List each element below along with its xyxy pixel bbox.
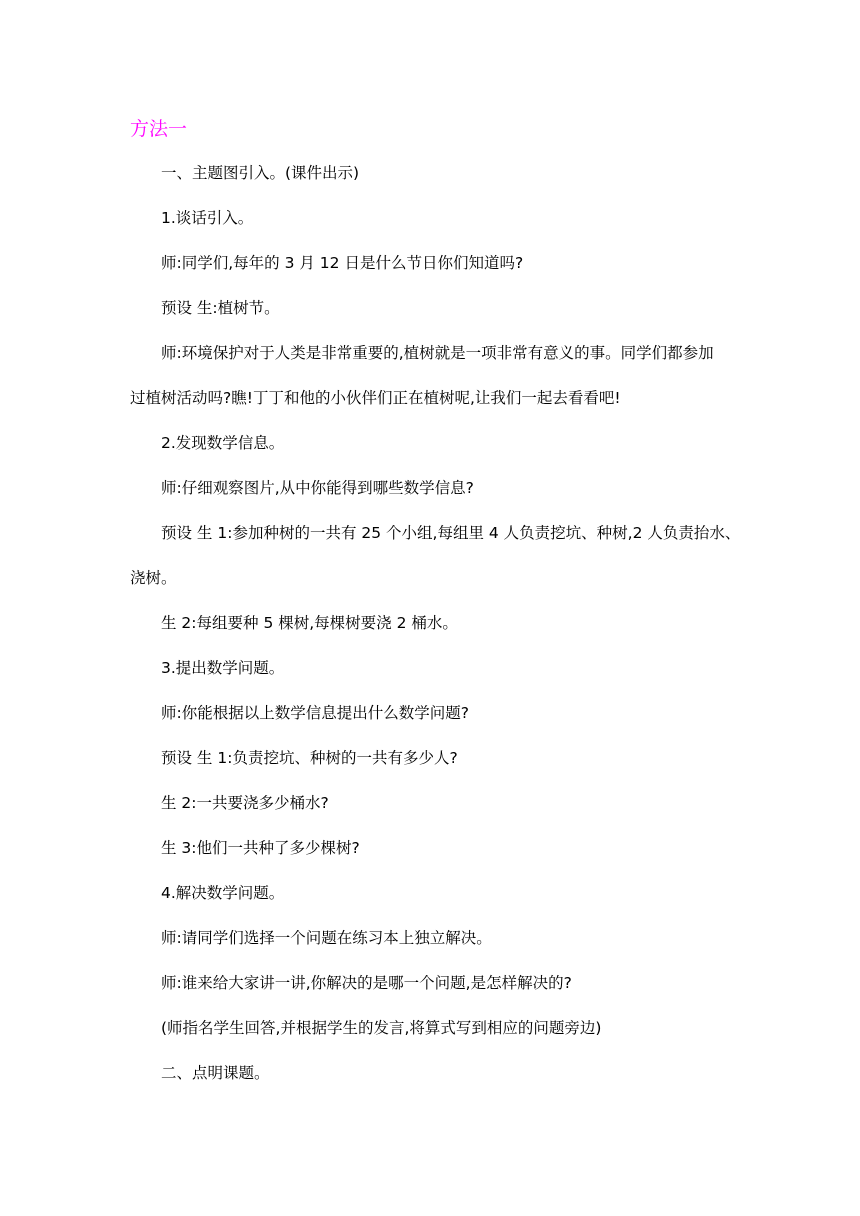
paragraph-teacher-statement-1: 师:环境保护对于人类是非常重要的,植树就是一项非常有意义的事。同学们都参加 xyxy=(161,344,714,362)
paragraph-step-1: 1.谈话引入。 xyxy=(161,209,254,227)
paragraph-step-4: 4.解决数学问题。 xyxy=(161,884,285,902)
paragraph-student-question-2: 生 2:一共要浇多少桶水? xyxy=(161,794,329,812)
paragraph-teacher-statement-1-continued: 过植树活动吗?瞧!丁丁和他的小伙伴们正在植树呢,让我们一起去看看吧! xyxy=(130,389,621,407)
paragraph-teacher-question-2: 师:仔细观察图片,从中你能得到哪些数学信息? xyxy=(161,479,474,497)
paragraph-teacher-question-4: 师:谁来给大家讲一讲,你解决的是哪一个问题,是怎样解决的? xyxy=(161,974,572,992)
paragraph-intro-heading: 一、主题图引入。(课件出示) xyxy=(161,164,360,182)
paragraph-teacher-instruction: 师:请同学们选择一个问题在练习本上独立解决。 xyxy=(161,929,492,947)
paragraph-teacher-question-3: 师:你能根据以上数学信息提出什么数学问题? xyxy=(161,704,469,722)
paragraph-student-2-info: 生 2:每组要种 5 棵树,每棵树要浇 2 桶水。 xyxy=(161,614,458,632)
paragraph-section-two-heading: 二、点明课题。 xyxy=(161,1064,270,1082)
paragraph-preset-answer-2-continued: 浇树。 xyxy=(130,569,177,587)
paragraph-preset-question-1: 预设 生 1:负责挖坑、种树的一共有多少人? xyxy=(161,749,458,767)
paragraph-student-question-3: 生 3:他们一共种了多少棵树? xyxy=(161,839,360,857)
paragraph-teacher-note: (师指名学生回答,并根据学生的发言,将算式写到相应的问题旁边) xyxy=(161,1019,602,1037)
paragraph-step-3: 3.提出数学问题。 xyxy=(161,659,285,677)
paragraph-preset-answer-2: 预设 生 1:参加种树的一共有 25 个小组,每组里 4 人负责挖坑、种树,2 人负责抬水、 xyxy=(161,524,741,542)
paragraph-preset-answer-1: 预设 生:植树节。 xyxy=(161,299,280,317)
paragraph-teacher-question-1: 师:同学们,每年的 3 月 12 日是什么节日你们知道吗? xyxy=(161,254,524,272)
section-heading: 方法一 xyxy=(130,118,188,140)
paragraph-step-2: 2.发现数学信息。 xyxy=(161,434,285,452)
